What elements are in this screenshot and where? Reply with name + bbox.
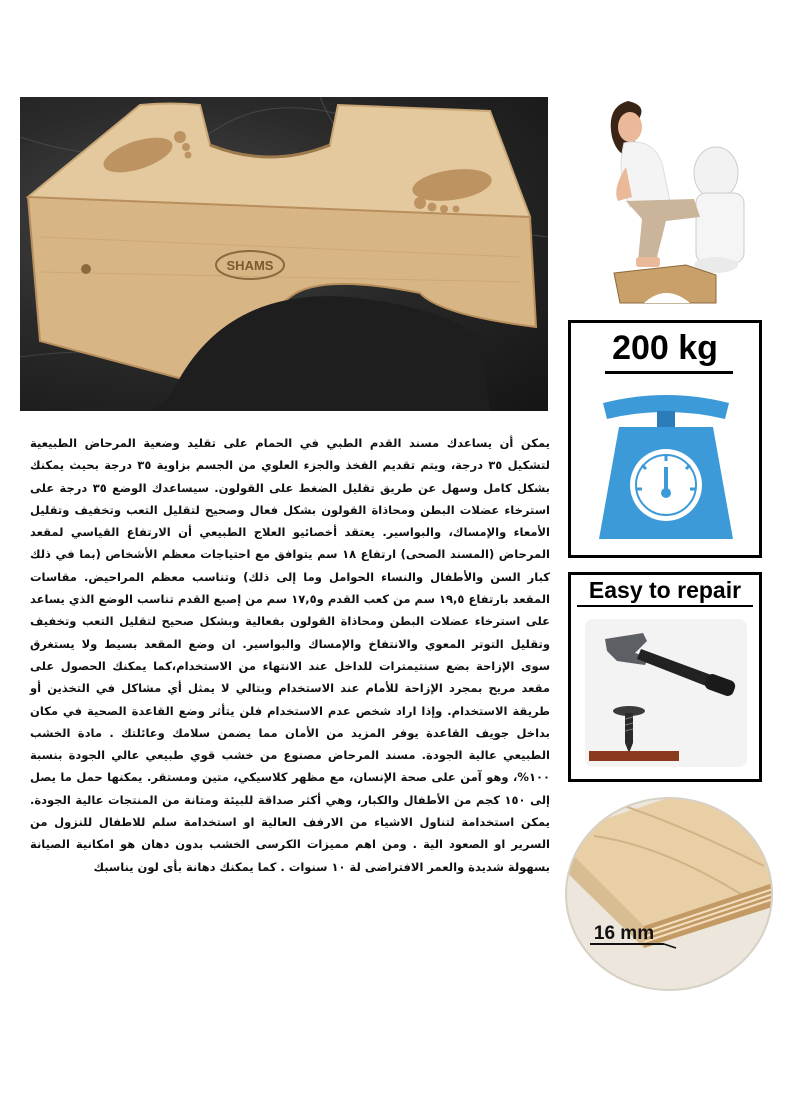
- easy-repair-panel: [568, 572, 762, 782]
- brand-logo: SHAMS: [226, 258, 274, 273]
- wooden-stool-illustration: [20, 97, 548, 411]
- weight-capacity-label: 200 kg: [612, 329, 718, 367]
- repair-illustration: [585, 619, 747, 767]
- thickness-label: 16 mm: [593, 923, 655, 944]
- kitchen-scale-icon: [593, 389, 739, 549]
- woman-using-stool-illustration: [566, 97, 772, 309]
- usage-photo: [566, 97, 772, 309]
- wood-thickness-badge: [564, 796, 774, 992]
- repair-label-underline: [577, 605, 753, 607]
- wood-floor: [589, 751, 679, 761]
- product-photo: [20, 97, 548, 411]
- product-description: يمكن أن يساعدك مسند القدم الطبي في الحمام على تقليد وضعية المرحاض الطبيعية لتشكيل ٣٥ درجة، ويتم تقديم الفخذ والجزء العلوي من الجسم بزاوية ٣٥ درجة بحيث يمكنك بشكل كامل وسهل عن طريق تقليل الضغط على القولون. سيساعدك الوضع ٣٥ درجة على استرخاء عضلات البطن ومحاذاة القولون بشكل فعال وصحيح لتقليل التعب وتخفيف وتقليل الأمعاء والإمساك، والبواسير. يعتقد أخصائيو العلاج الطبيعي أن الارتفاع القياسي لمقعد المرحاض (المسند الصحى) ارتفاع ١٨ سم يتوافق مع احتياجات معظم الأشخاص (بما في ذلك كبار السن والأطفال والنساء الحوامل وما إلى ذلك) وتناسب معظم المراحيض. مقاسات المقعد بارتفاع ١٩,٥ سم من كعب القدم و١٧,٥ سم من إصبع القدم تناسب الوضع الذي يساعد على استرخاء عضلات البطن ومحاذاة القولون بفعالية وبشكل صحيح لتقليل التعب وتخفيف وتقليل التوتر المعوي والانتفاخ والإمساك والبواسير. ان وضع المقعد بسيط ولا يستغرق سوى الإزاحة بضع سنتيمترات للداخل عند الانتهاء من الاستخدام،كما يمكنك الحصول على مقعد مريح بمجرد الإزاحة للأمام عند الاستخدام وبتالي لا يمثل أي مشاكل في التخذين أو طريقة الاستخدام. وإذا اراد شخص عدم الاستخدام فلن يتأثر وضع القاعدة الصحية في مكان بداخل جويف القاعدة يوفر المزيد من الأمان مما يضمن سلامك وعائلتك . مادة الخشب الطبيعي عالية الجودة. مسند المرحاض مصنوع من خشب قوي طبيعي عالي الجودة بنسبة ١٠٠%، وهو آمن على صحة الإنسان، مع مظهر كلاسيكي، متين ومستقر. يمكنها حمل ما يصل إلى ١٥٠ كجم من الأطفال والكبار، وهي أكثر صداقة للبيئة ومتانة من المنتجات عالية الجودة. يمكن استخدامة لتناول الاشياء من الارفف العالية او استخدامة سلم للاطفال للنزول من السرير او الصعود الية . ومن اهم مميزات الكرسى الخشب بدون دهان هو امكانية الصيانة بسهولة شديدة والعمر الافتراضى لة ١٠ سنوات . كما يمكنك دهانة بأى لون يناسبك: [30, 436, 550, 874]
- weight-capacity-panel: [568, 320, 762, 558]
- plywood-illustration: [564, 796, 774, 992]
- easy-repair-label: Easy to repair: [588, 577, 742, 603]
- weight-label-underline: [605, 371, 733, 374]
